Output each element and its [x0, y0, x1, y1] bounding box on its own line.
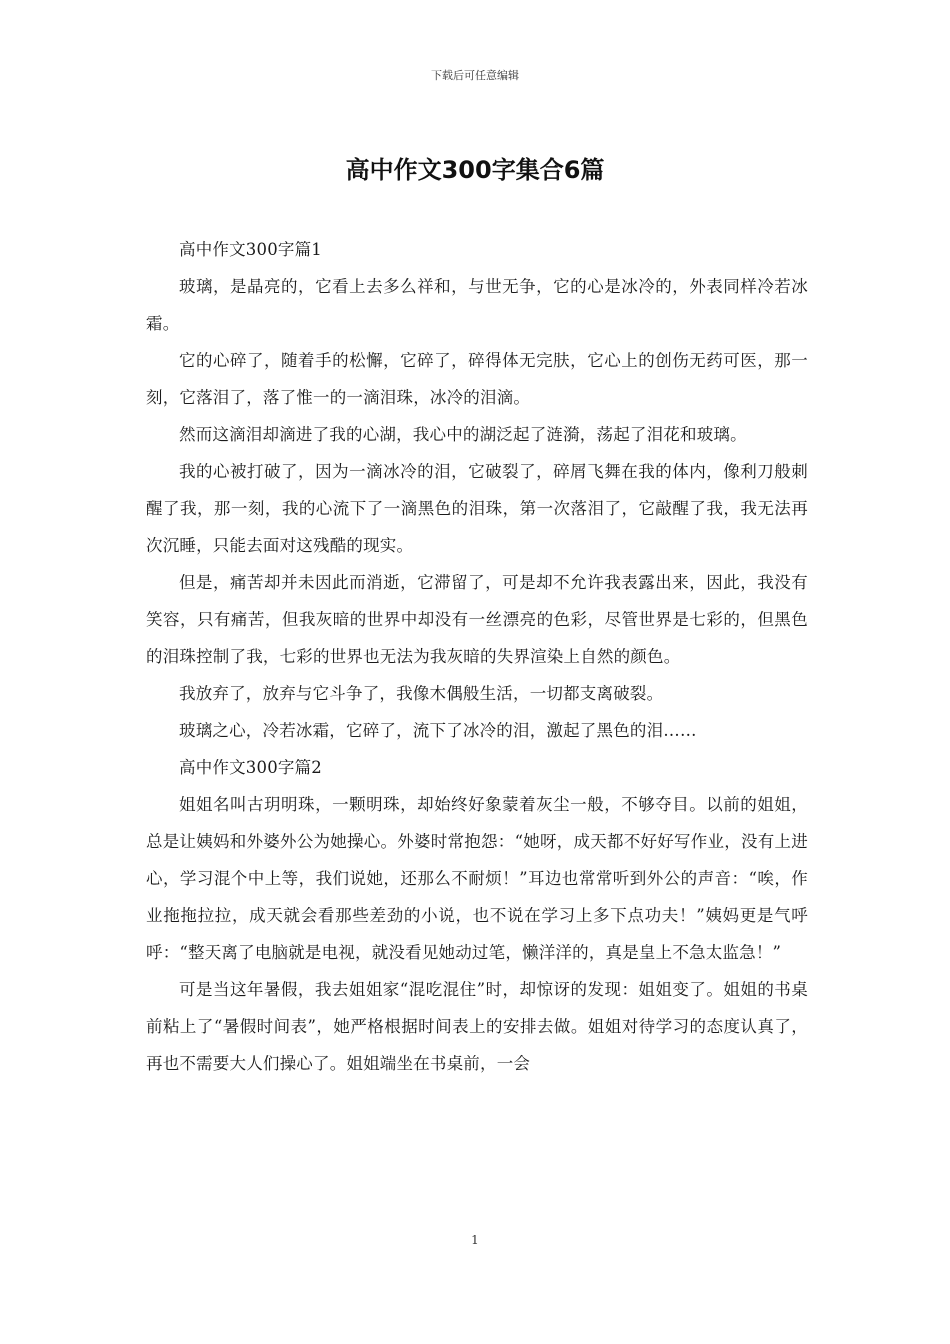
paragraph: 姐姐名叫古玥明珠，一颗明珠，却始终好象蒙着灰尘一般，不够夺目。以前的姐姐，总是让姨妈和外婆外公为她操心。外婆时常抱怨：“她呀，成天都不好好写作业，没有上进心，学习混个中上等，我们说她，还那么不耐烦！”耳边也常常听到外公的声音：“唉，作业拖拖拉拉，成天就会看那些差劲的小说，也不说在学习上多下点功夫！”姨妈更是气呼呼：“整天离了电脑就是电视，就没看见她动过笔，懒洋洋的，真是皇上不急太监急！” [146, 795, 808, 962]
document-title: 高中作文300字集合6篇 [345, 156, 605, 184]
paragraph: 玻璃，是晶亮的，它看上去多么祥和，与世无争，它的心是冰冷的，外表同样冷若冰霜。 [146, 277, 808, 333]
paragraph: 我放弃了，放弃与它斗争了，我像木偶般生活，一切都支离破裂。 [179, 684, 664, 703]
paragraph: 玻璃之心，冷若冰霜，它碎了，流下了冰冷的泪，激起了黑色的泪…… [179, 721, 697, 740]
document-body [146, 231, 808, 1082]
paragraph: 我的心被打破了，因为一滴冰冷的泪，它破裂了，碎屑飞舞在我的体内，像利刀般刺醒了我，那一刻，我的心流下了一滴黑色的泪珠，第一次落泪了，它敲醒了我，我无法再次沉睡，只能去面对这残酷的现实。 [146, 462, 808, 555]
header-note: 下载后可任意编辑 [431, 69, 519, 82]
paragraph: 然而这滴泪却滴进了我的心湖，我心中的湖泛起了涟漪，荡起了泪花和玻璃。 [179, 425, 747, 444]
section-heading-2: 高中作文300字篇2 [179, 758, 322, 777]
page-number: 1 [471, 1233, 479, 1247]
paragraph: 它的心碎了，随着手的松懈，它碎了，碎得体无完肤，它心上的创伤无药可医，那一刻，它落泪了，落了惟一的一滴泪珠，冰冷的泪滴。 [146, 351, 808, 407]
paragraph: 但是，痛苦却并未因此而消逝，它滞留了，可是却不允许我表露出来，因此，我没有笑容，只有痛苦，但我灰暗的世界中却没有一丝漂亮的色彩，尽管世界是七彩的，但黑色的泪珠控制了我，七彩的世界也无法为我灰暗的失界渲染上自然的颜色。 [146, 573, 808, 666]
paragraph: 可是当这年暑假，我去姐姐家“混吃混住”时，却惊讶的发现：姐姐变了。姐姐的书桌前粘上了“暑假时间表”，她严格根据时间表上的安排去做。姐姐对待学习的态度认真了，再也不需要大人们操心了。姐姐端坐在书桌前，一会 [146, 980, 808, 1073]
section-heading-1: 高中作文300字篇1 [179, 240, 322, 259]
